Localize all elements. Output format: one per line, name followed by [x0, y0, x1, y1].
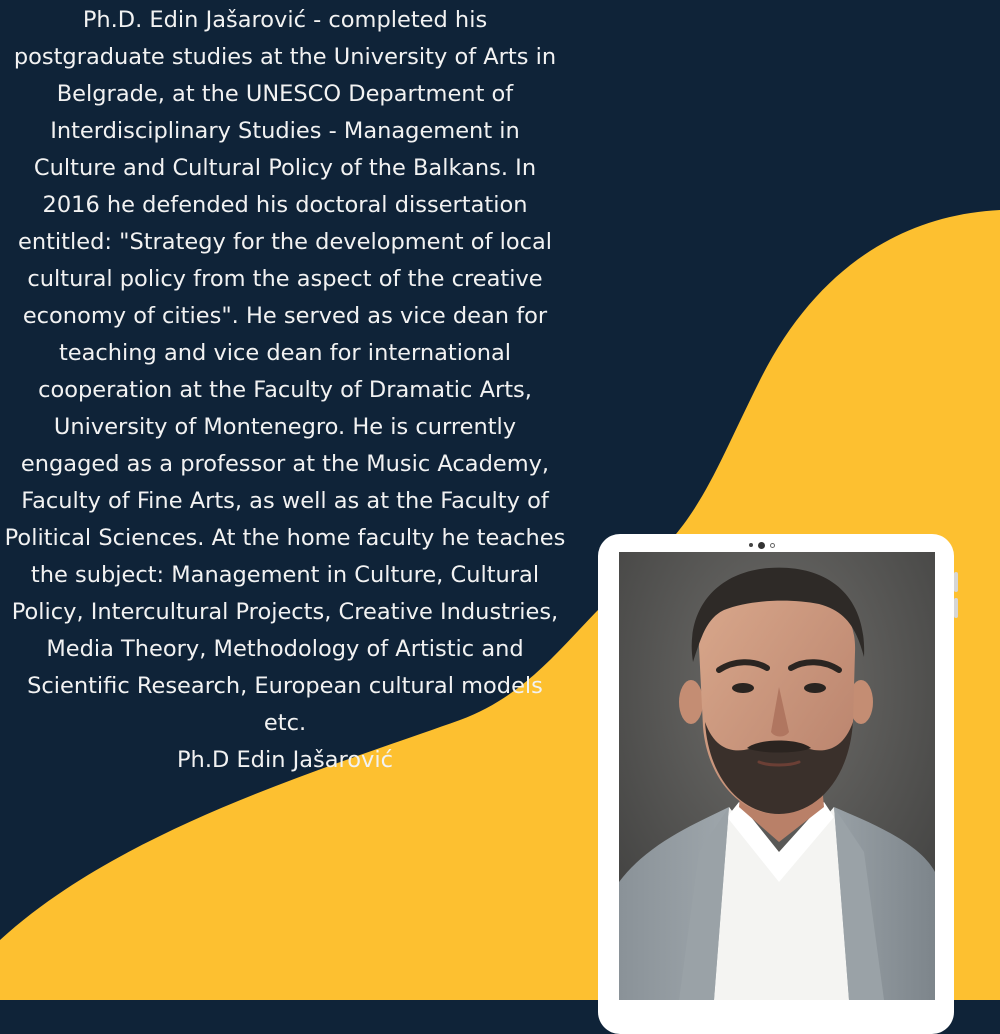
bio-line: Interdisciplinary Studies - Management in — [50, 118, 520, 144]
bio-line: Belgrade, at the UNESCO Department of — [56, 81, 514, 107]
bio-line: engaged as a professor at the Music Academy, — [20, 451, 550, 477]
sensor-dot — [770, 543, 775, 548]
tablet-side-button — [954, 598, 958, 618]
bio-line: Media Theory, Methodology of Artistic and — [46, 636, 524, 662]
bio-line: cultural policy from the aspect of the creative — [27, 266, 543, 292]
bio-line: Faculty of Fine Arts, as well as at the Faculty of — [21, 488, 549, 514]
bio-line: etc. — [263, 710, 307, 736]
portrait-photo — [619, 552, 935, 1000]
portrait-illustration — [619, 552, 935, 1000]
bio-line: teaching and vice dean for international — [58, 340, 512, 366]
sensor-dot — [749, 543, 753, 547]
tablet-side-button — [954, 572, 958, 592]
bio-line: Scientific Research, European cultural models — [27, 673, 543, 699]
biography-text — [0, 2, 570, 779]
bio-line: Political Sciences. At the home faculty he teaches — [4, 525, 566, 551]
bio-line: entitled: "Strategy for the development of local — [17, 229, 553, 255]
bio-line: economy of cities". He served as vice dean for — [22, 303, 548, 329]
bio-line: Culture and Cultural Policy of the Balkans. In — [33, 155, 537, 181]
bio-line: postgraduate studies at the University of Arts in — [13, 44, 557, 70]
bio-signature: Ph.D Edin Jašarović — [176, 747, 393, 773]
bio-line: the subject: Management in Culture, Cultural — [30, 562, 540, 588]
bio-line: cooperation at the Faculty of Dramatic Arts, — [38, 377, 532, 403]
tablet-camera — [742, 540, 782, 550]
bio-line: 2016 he defended his doctoral dissertation — [42, 192, 528, 218]
camera-icon — [758, 542, 765, 549]
bio-line: Ph.D. Edin Jašarović - completed his — [82, 7, 488, 33]
bio-line: Policy, Intercultural Projects, Creative Industries, — [11, 599, 559, 625]
bio-line: University of Montenegro. He is currently — [53, 414, 517, 440]
